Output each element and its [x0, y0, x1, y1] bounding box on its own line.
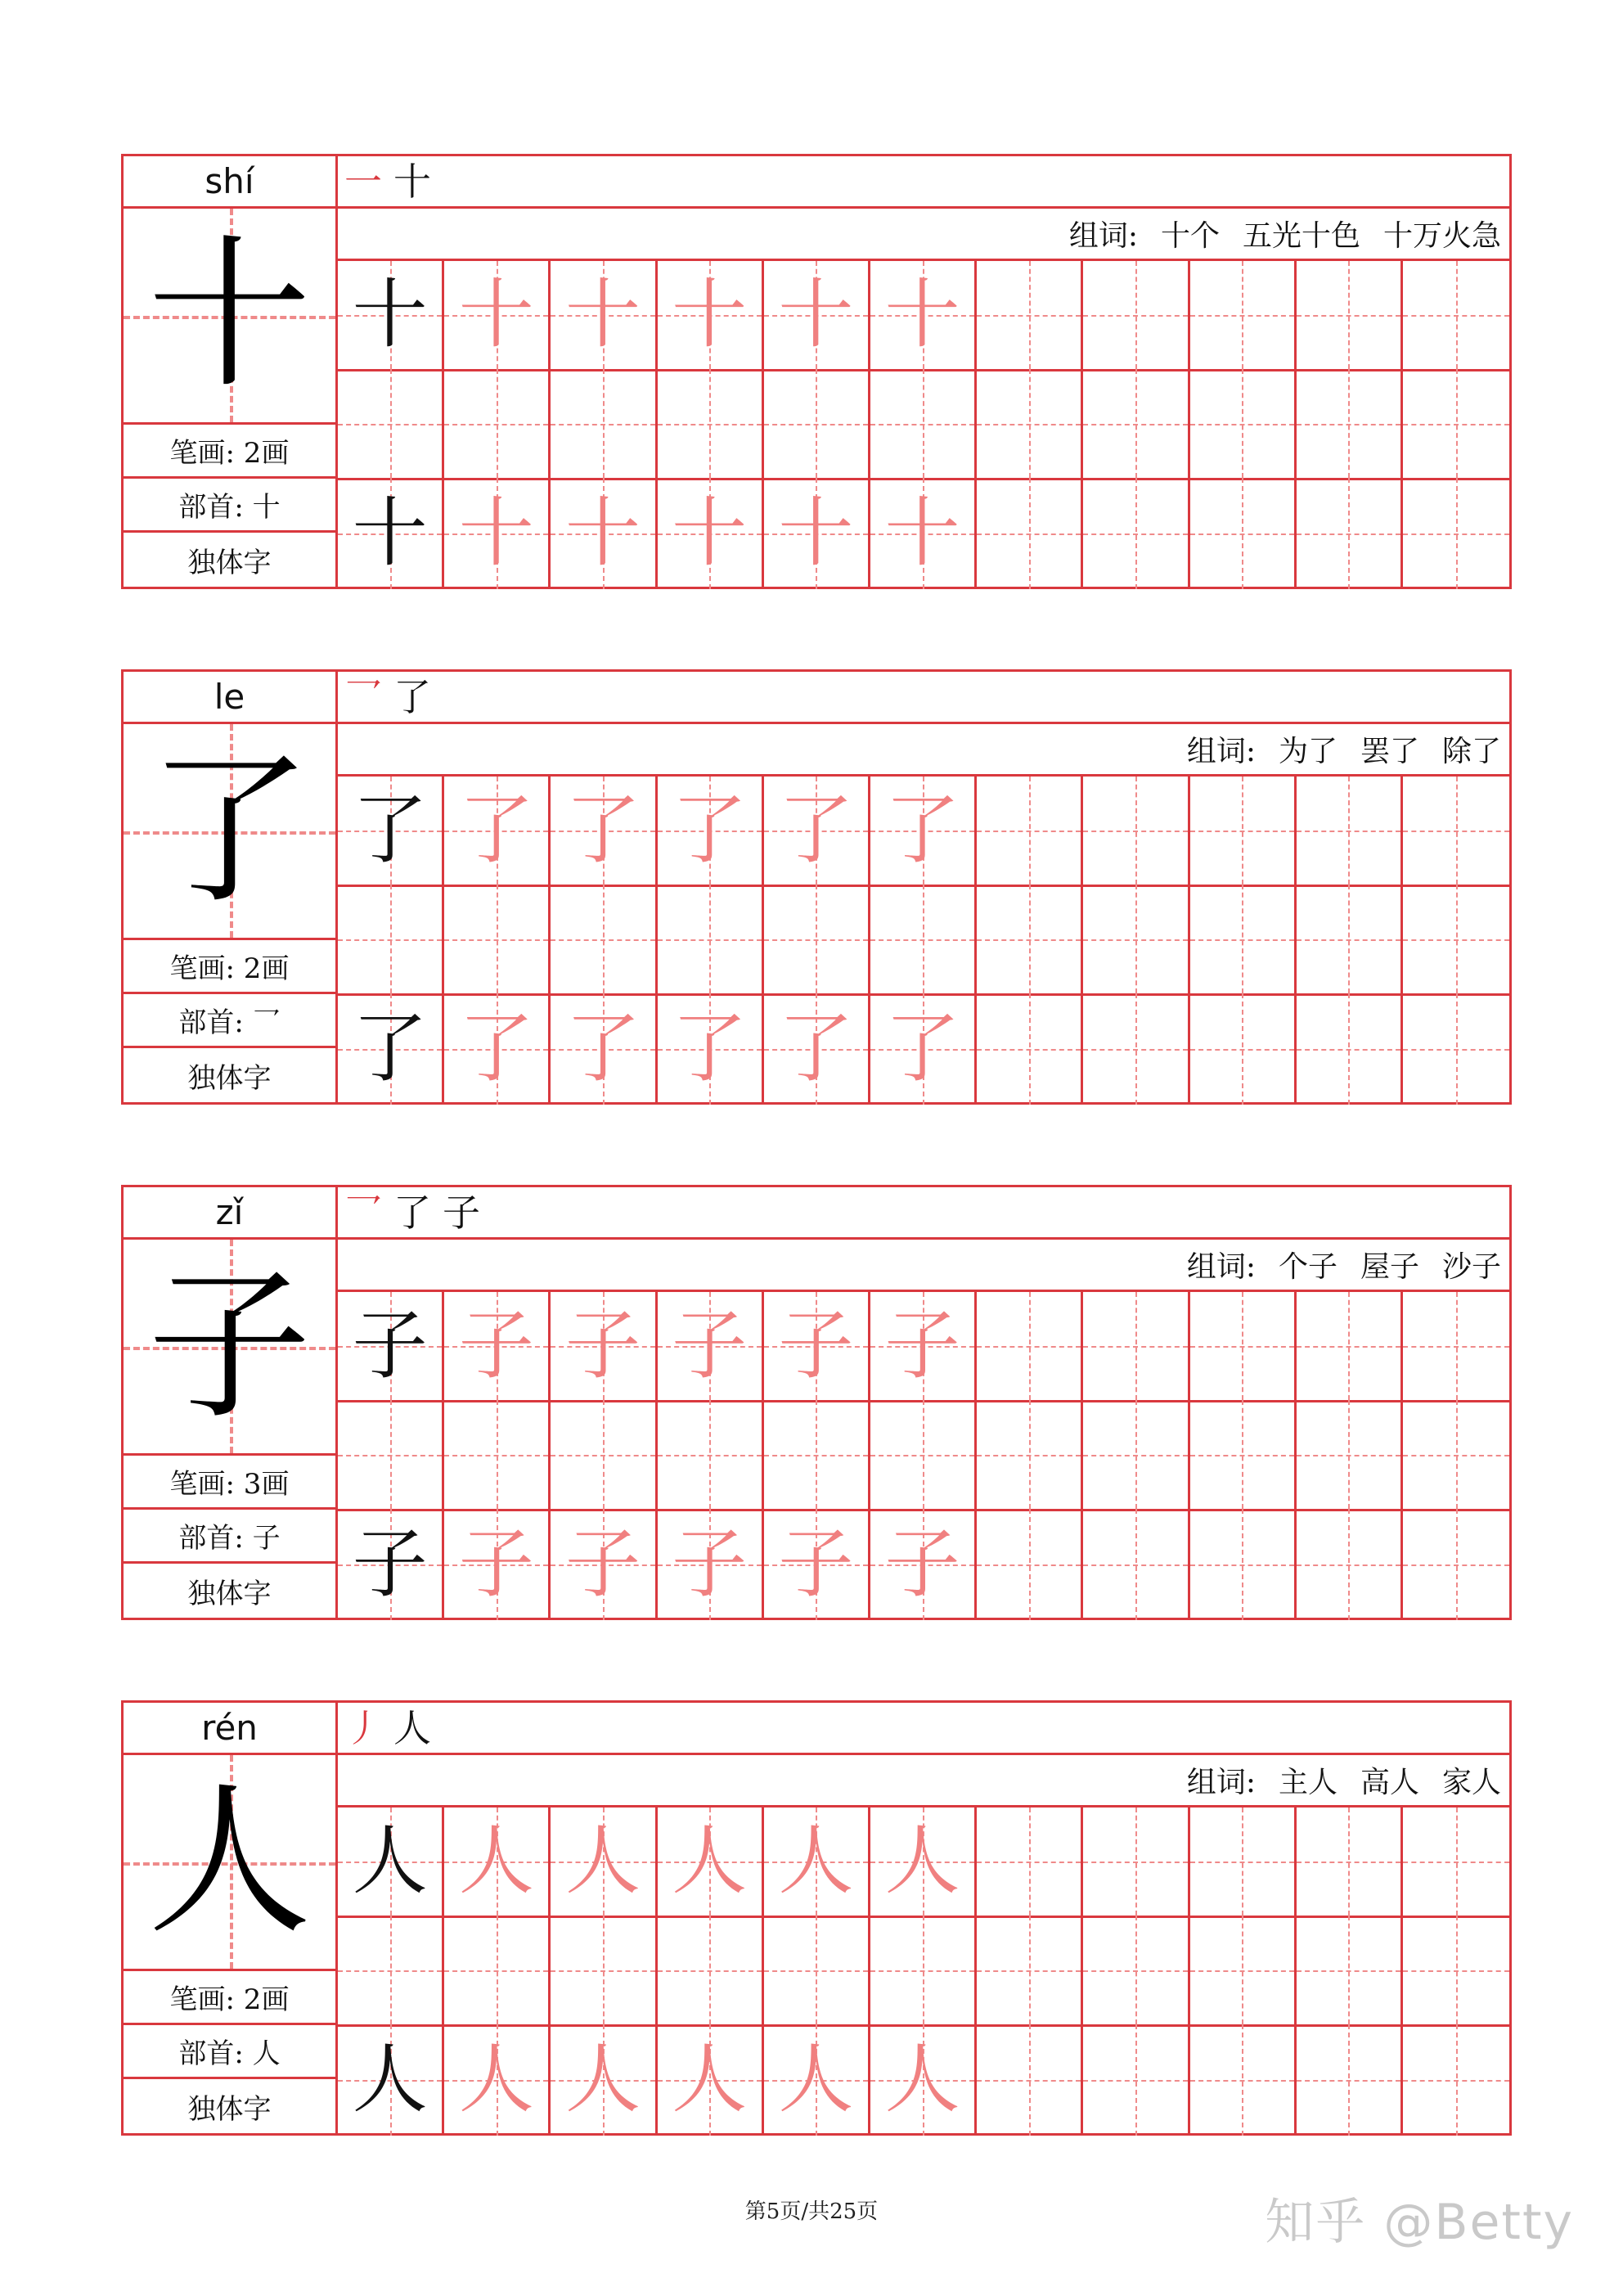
trace-character: 子 [672, 1302, 748, 1389]
writing-cell[interactable] [338, 1292, 444, 1400]
trace-character: 人 [778, 2036, 854, 2123]
writing-cell[interactable] [977, 1916, 1083, 2024]
writing-cell[interactable] [1190, 993, 1297, 1105]
writing-cell[interactable] [764, 1916, 870, 2024]
practice-panel [338, 1187, 1509, 1618]
practice-panel [338, 1703, 1509, 2133]
practice-row [338, 1808, 1509, 1918]
practice-row [338, 777, 1509, 887]
example-word: 十万火急 [1382, 219, 1501, 253]
trace-character: 人 [458, 2036, 534, 2123]
trace-character: 人 [458, 1817, 534, 1905]
large-character: 子 [147, 1250, 312, 1442]
trace-character: 子 [884, 1520, 960, 1608]
writing-cell[interactable] [1297, 1292, 1403, 1400]
practice-row [338, 885, 1509, 996]
writing-cell[interactable] [977, 993, 1083, 1105]
practice-panel [338, 672, 1509, 1102]
writing-cell[interactable] [1403, 993, 1509, 1105]
stroke-order-step: 十 [393, 159, 431, 204]
stroke-order [338, 672, 1509, 724]
writing-cell[interactable] [1190, 478, 1297, 589]
large-character: 了 [147, 735, 312, 926]
structure-type: 独体字 [187, 2092, 272, 2126]
writing-cell[interactable] [1083, 478, 1189, 589]
watermark: 知乎 @Betty [1265, 2194, 1574, 2251]
trace-character: 子 [778, 1520, 854, 1608]
writing-cell[interactable] [1403, 885, 1509, 993]
trace-character: 子 [458, 1302, 534, 1389]
writing-cell[interactable] [977, 1509, 1083, 1620]
trace-character: 了 [458, 1005, 534, 1092]
writing-cell[interactable] [658, 993, 764, 1105]
writing-cell[interactable] [444, 369, 551, 478]
pinyin: zǐ [124, 1187, 335, 1240]
writing-cell[interactable] [1190, 1808, 1297, 1916]
page-footer: 第5页/共25页 [744, 2199, 879, 2224]
writing-cell[interactable] [444, 1808, 551, 1916]
trace-character: 子 [672, 1520, 748, 1608]
trace-character: 十 [458, 489, 534, 577]
writing-cell[interactable] [338, 478, 444, 589]
writing-cell[interactable] [870, 1292, 977, 1400]
trace-character: 十 [458, 271, 534, 358]
writing-cell[interactable] [658, 777, 764, 885]
stroke-order-step: 了 [393, 1190, 431, 1235]
writing-cell[interactable] [1297, 2024, 1403, 2136]
writing-cell[interactable] [764, 261, 870, 369]
writing-cell[interactable] [977, 885, 1083, 993]
trace-character: 人 [672, 2036, 748, 2123]
writing-cell[interactable] [338, 1916, 444, 2024]
writing-cell[interactable] [658, 1292, 764, 1400]
trace-character: 子 [564, 1302, 641, 1389]
writing-cell[interactable] [764, 2024, 870, 2136]
writing-cell[interactable] [1190, 1292, 1297, 1400]
large-character: 人 [147, 1766, 312, 1957]
writing-cell[interactable] [338, 1400, 444, 1509]
writing-cell[interactable] [551, 478, 657, 589]
writing-cell[interactable] [1297, 885, 1403, 993]
trace-character: 了 [778, 786, 854, 874]
writing-cell[interactable] [977, 1292, 1083, 1400]
writing-cell[interactable] [977, 777, 1083, 885]
trace-character: 人 [672, 1817, 748, 1905]
writing-cell[interactable] [1083, 1292, 1189, 1400]
writing-cell[interactable] [870, 885, 977, 993]
trace-character: 了 [884, 1005, 960, 1092]
trace-character: 人 [564, 1817, 641, 1905]
trace-character: 子 [778, 1302, 854, 1389]
writing-cell[interactable] [1297, 261, 1403, 369]
writing-cell[interactable] [1190, 369, 1297, 478]
large-character-box [124, 1755, 335, 1971]
writing-cell[interactable] [444, 478, 551, 589]
writing-cell[interactable] [1083, 1808, 1189, 1916]
writing-cell[interactable] [1403, 1292, 1509, 1400]
words-label: 组词: [1186, 1766, 1256, 1799]
example-word: 屋子 [1360, 1250, 1419, 1284]
writing-cell[interactable] [764, 885, 870, 993]
writing-cell[interactable] [338, 885, 444, 993]
writing-cell[interactable] [977, 478, 1083, 589]
stroke-order-step: 了 [393, 674, 431, 719]
writing-cell[interactable] [658, 369, 764, 478]
character-card [121, 154, 1512, 589]
writing-cell[interactable] [870, 993, 977, 1105]
writing-cell[interactable] [1297, 1509, 1403, 1620]
writing-cell[interactable] [1190, 885, 1297, 993]
writing-cell[interactable] [444, 261, 551, 369]
writing-cell[interactable] [1403, 1400, 1509, 1509]
writing-cell[interactable] [1083, 1509, 1189, 1620]
large-character-box [124, 1240, 335, 1456]
writing-cell[interactable] [870, 1916, 977, 2024]
words-label: 组词: [1186, 735, 1256, 768]
writing-cell[interactable] [551, 777, 657, 885]
character-card [121, 1185, 1512, 1620]
writing-cell[interactable] [444, 777, 551, 885]
writing-cell[interactable] [1297, 1808, 1403, 1916]
writing-cell[interactable] [338, 1509, 444, 1620]
practice-row [338, 1509, 1509, 1620]
writing-cell[interactable] [1083, 2024, 1189, 2136]
writing-cell[interactable] [764, 1509, 870, 1620]
character-info-panel [124, 672, 338, 1102]
writing-cell[interactable] [444, 993, 551, 1105]
trace-character: 了 [884, 786, 960, 874]
stroke-count: 笔画: 2画 [124, 1971, 335, 2025]
large-character-box [124, 724, 335, 940]
writing-cell[interactable] [1190, 1400, 1297, 1509]
writing-cell[interactable] [551, 1509, 657, 1620]
writing-cell[interactable] [1297, 1916, 1403, 2024]
writing-cell[interactable] [1083, 1916, 1189, 2024]
writing-cell[interactable] [658, 2024, 764, 2136]
example-word: 高人 [1360, 1766, 1419, 1799]
model-character: 子 [352, 1520, 428, 1608]
writing-cell[interactable] [977, 2024, 1083, 2136]
stroke-order-step: 人 [393, 1705, 431, 1750]
writing-cell[interactable] [338, 1808, 444, 1916]
writing-cell[interactable] [1297, 993, 1403, 1105]
writing-cell[interactable] [1083, 993, 1189, 1105]
trace-character: 了 [458, 786, 534, 874]
trace-character: 子 [884, 1302, 960, 1389]
writing-cell[interactable] [1403, 1509, 1509, 1620]
writing-cell[interactable] [551, 1400, 657, 1509]
writing-cell[interactable] [1297, 777, 1403, 885]
writing-cell[interactable] [977, 261, 1083, 369]
writing-cell[interactable] [658, 1808, 764, 1916]
character-card [121, 1700, 1512, 2136]
trace-character: 人 [884, 1817, 960, 1905]
pinyin: rén [124, 1703, 335, 1755]
writing-cell[interactable] [338, 2024, 444, 2136]
writing-cell[interactable] [1297, 478, 1403, 589]
writing-cell[interactable] [1083, 885, 1189, 993]
words-label: 组词: [1186, 1250, 1256, 1284]
writing-cell[interactable] [1190, 1509, 1297, 1620]
writing-cell[interactable] [764, 478, 870, 589]
pinyin: le [124, 672, 335, 724]
word-examples [338, 1240, 1509, 1292]
trace-character: 十 [564, 489, 641, 577]
radical: 部首: 人 [124, 2025, 335, 2079]
writing-cell[interactable] [551, 261, 657, 369]
radical: 部首: 十 [124, 479, 335, 533]
stroke-order [338, 156, 1509, 209]
character-info-panel [124, 1187, 338, 1618]
writing-cell[interactable] [764, 777, 870, 885]
writing-cell[interactable] [551, 885, 657, 993]
stroke-order-step: 乛 [344, 1190, 382, 1235]
radical: 部首: 子 [124, 1510, 335, 1564]
model-character: 人 [352, 2036, 428, 2123]
practice-row [338, 2024, 1509, 2136]
word-examples [338, 724, 1509, 777]
trace-character: 十 [672, 489, 748, 577]
stroke-order-step: 乛 [344, 674, 382, 719]
writing-cell[interactable] [1083, 1400, 1189, 1509]
writing-cell[interactable] [870, 261, 977, 369]
writing-cell[interactable] [870, 777, 977, 885]
stroke-order-step: 丿 [344, 1705, 382, 1750]
writing-cell[interactable] [551, 1292, 657, 1400]
writing-cell[interactable] [977, 1808, 1083, 1916]
trace-character: 十 [564, 271, 641, 358]
writing-cell[interactable] [764, 993, 870, 1105]
model-character: 十 [352, 489, 428, 577]
writing-cell[interactable] [1403, 777, 1509, 885]
character-info-panel [124, 156, 338, 587]
writing-cell[interactable] [764, 1400, 870, 1509]
writing-cell[interactable] [658, 1400, 764, 1509]
stroke-order [338, 1187, 1509, 1240]
writing-cell[interactable] [1190, 261, 1297, 369]
trace-character: 了 [778, 1005, 854, 1092]
words-label: 组词: [1068, 219, 1138, 253]
writing-cell[interactable] [1190, 2024, 1297, 2136]
writing-cell[interactable] [1190, 777, 1297, 885]
model-character: 十 [352, 271, 428, 358]
writing-cell[interactable] [658, 1509, 764, 1620]
example-word: 十个 [1160, 219, 1220, 253]
writing-cell[interactable] [977, 1400, 1083, 1509]
stroke-order-step: 子 [443, 1190, 480, 1235]
writing-cell[interactable] [658, 478, 764, 589]
example-word: 罢了 [1360, 735, 1419, 768]
trace-character: 了 [564, 786, 641, 874]
trace-character: 了 [564, 1005, 641, 1092]
stroke-count: 笔画: 3画 [124, 1456, 335, 1510]
trace-character: 子 [458, 1520, 534, 1608]
structure-type: 独体字 [187, 1061, 272, 1095]
writing-cell[interactable] [338, 369, 444, 478]
writing-cell[interactable] [1403, 2024, 1509, 2136]
writing-cell[interactable] [870, 1808, 977, 1916]
model-character: 子 [352, 1302, 428, 1389]
trace-character: 人 [564, 2036, 641, 2123]
writing-cell[interactable] [444, 1292, 551, 1400]
writing-cell[interactable] [444, 1916, 551, 2024]
example-word: 除了 [1441, 735, 1501, 768]
writing-cell[interactable] [870, 1400, 977, 1509]
writing-cell[interactable] [658, 885, 764, 993]
writing-cell[interactable] [338, 261, 444, 369]
writing-cell[interactable] [658, 261, 764, 369]
trace-character: 子 [564, 1520, 641, 1608]
writing-cell[interactable] [764, 369, 870, 478]
practice-row [338, 478, 1509, 589]
example-word: 沙子 [1441, 1250, 1501, 1284]
example-word: 个子 [1278, 1250, 1338, 1284]
writing-cell[interactable] [551, 1808, 657, 1916]
writing-cell[interactable] [870, 2024, 977, 2136]
writing-cell[interactable] [1403, 261, 1509, 369]
stroke-order [338, 1703, 1509, 1755]
writing-cell[interactable] [338, 777, 444, 885]
practice-row [338, 1400, 1509, 1511]
radical: 部首: 乛 [124, 994, 335, 1048]
trace-character: 十 [778, 271, 854, 358]
writing-cell[interactable] [1403, 1808, 1509, 1916]
stroke-order-step: 一 [344, 159, 382, 204]
writing-cell[interactable] [1403, 369, 1509, 478]
model-character: 了 [352, 1005, 428, 1092]
writing-cell[interactable] [338, 993, 444, 1105]
example-word: 为了 [1278, 735, 1338, 768]
pinyin: shí [124, 156, 335, 209]
writing-cell[interactable] [444, 885, 551, 993]
writing-cell[interactable] [444, 1509, 551, 1620]
trace-character: 十 [778, 489, 854, 577]
trace-character: 了 [672, 786, 748, 874]
character-info-panel [124, 1703, 338, 2133]
trace-character: 十 [672, 271, 748, 358]
writing-cell[interactable] [551, 2024, 657, 2136]
trace-character: 十 [884, 271, 960, 358]
writing-cell[interactable] [1297, 1400, 1403, 1509]
writing-cell[interactable] [870, 369, 977, 478]
writing-cell[interactable] [1083, 261, 1189, 369]
practice-row [338, 1292, 1509, 1402]
writing-cell[interactable] [551, 369, 657, 478]
writing-cell[interactable] [1297, 369, 1403, 478]
large-character-box [124, 209, 335, 425]
example-word: 主人 [1278, 1766, 1338, 1799]
stroke-count: 笔画: 2画 [124, 940, 335, 994]
writing-cell[interactable] [764, 1808, 870, 1916]
writing-cell[interactable] [764, 1292, 870, 1400]
example-word: 家人 [1441, 1766, 1501, 1799]
writing-cell[interactable] [658, 1916, 764, 2024]
word-examples [338, 1755, 1509, 1808]
word-examples [338, 209, 1509, 261]
practice-row [338, 261, 1509, 371]
writing-cell[interactable] [551, 1916, 657, 2024]
model-character: 人 [352, 1817, 428, 1905]
large-character: 十 [147, 219, 312, 411]
structure-type: 独体字 [187, 546, 272, 579]
practice-row [338, 369, 1509, 480]
writing-cell[interactable] [1083, 777, 1189, 885]
practice-panel [338, 156, 1509, 587]
trace-character: 了 [672, 1005, 748, 1092]
writing-cell[interactable] [1403, 1916, 1509, 2024]
structure-type: 独体字 [187, 1577, 272, 1610]
writing-cell[interactable] [444, 1400, 551, 1509]
model-character: 了 [352, 786, 428, 874]
character-card [121, 669, 1512, 1105]
writing-cell[interactable] [1083, 369, 1189, 478]
trace-character: 人 [778, 1817, 854, 1905]
writing-cell[interactable] [1190, 1916, 1297, 2024]
writing-cell[interactable] [1403, 478, 1509, 589]
practice-row [338, 1916, 1509, 2027]
example-word: 五光十色 [1242, 219, 1360, 253]
writing-cell[interactable] [444, 2024, 551, 2136]
practice-row [338, 993, 1509, 1105]
stroke-count: 笔画: 2画 [124, 425, 335, 479]
trace-character: 人 [884, 2036, 960, 2123]
writing-cell[interactable] [551, 993, 657, 1105]
trace-character: 十 [884, 489, 960, 577]
writing-cell[interactable] [870, 1509, 977, 1620]
writing-cell[interactable] [977, 369, 1083, 478]
writing-cell[interactable] [870, 478, 977, 589]
